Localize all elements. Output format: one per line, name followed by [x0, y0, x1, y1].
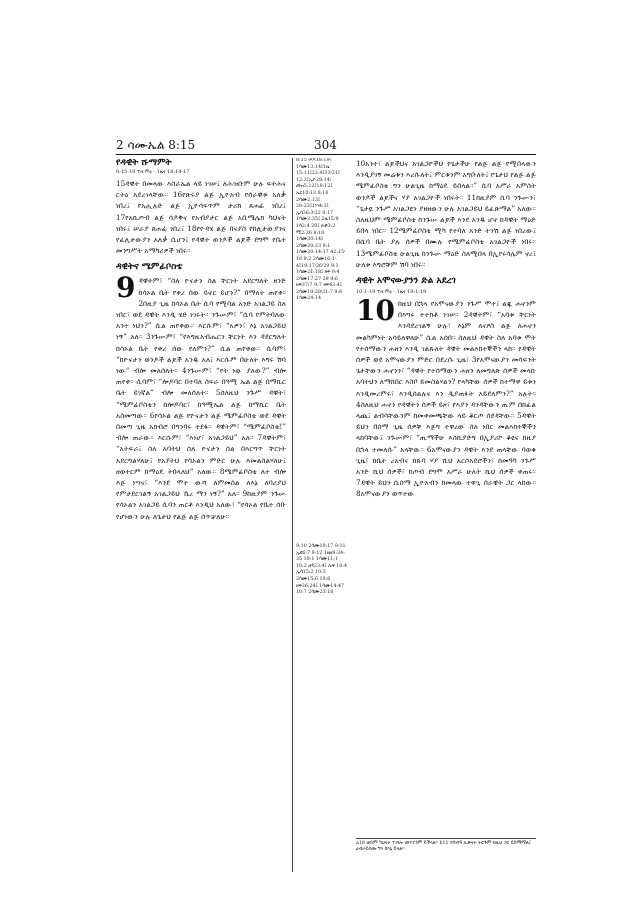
header-rule [116, 154, 536, 155]
section-parallel-ref-ammonites: 10:1-19 ተዛ ምዕ - 1ዜና 19:1-19 [356, 289, 427, 296]
verses-8-15-18: 15ዳዊት በመላው እስራኤል ላይ ነገሠ፤ ለሕዝቡም ሁሉ ፍትሕና ርትዕ አደረገላቸው። 16የጽሩያ ልጅ ኢዮአብ የሰራዊቱ አለቃ ነበረ፤ የአሒሉድ ልጅ ኢዮሳፍጥም ታሪክ ጸሐፊ ነበረ፤ 17የአኪጦብ ልጅ ሳዶቅና የአብያታር ልጅ አቢሜሌክ ካህናት ነበሩ፤ ሠራያ ጸሐፊ ነበረ፤ 18የዮዳሄ ልጅ በናያስ የከሊታውያንና የፈሊታውያን አለቃ ሲሆን፤ የዳዊት ወንዶች ልጆች ደግሞ የቤተ መንግሥት አማካሪዎች ነበሩ። [116, 179, 286, 256]
ref-spacer [296, 304, 348, 544]
right-text-column [356, 158, 536, 748]
section-heading-ammonites: ዳዊት አሞናውያንን ድል አደረገ [356, 276, 456, 287]
left-text-column [116, 158, 286, 748]
section-parallel-ref: 8:15-18 ተዛ ምዕ - 1ዜና 18:14-17 [116, 169, 190, 175]
verses-9-10-13: 10አንተ፣ ልጆችህና አገልጋዮችህ የጌታችሁ የልጅ ልጅ የሚበላውን እንዲያገኝ መሬቱን እረሱለት፤ ምርቱንም አግቡለት፤ የጌታህ የልጅ ልጅ ሜምፊቦስቴ ግን ሁልጊዜ ከማዕዴ ይበላል።” ሲባ አሥራ አምስት ወንዶች ልጆችና ሃያ አገልጋዮች ነበሩት። 11ከዚያም ሲባ ንጉሡን፣ “ጌታዬ ንጉሥ አገልጋዩን ያዘዘውን ሁሉ አገልጋይህ ይፈጽማል” አለው። ስለዚህም ሜምፊቦስቴ ከንጉሡ ልጆች እንደ አንዱ ሆኖ ከዳዊት ማዕድ ይበላ ነበር። 12ሜምፊቦስቴ ሚካ የተባለ አንድ ትንሽ ልጅ ነበረው፤ በሲባ ቤት ያሉ ሰዎች በሙሉ የሜምፊቦስቴ አገልጋዮች ነበሩ። 13ሜምፊቦስቴ ሁልጊዜ ከንጉሡ ማዕድ ስለሚበላ በኢየሩሳሌም ኖረ፤ ሁለቱ እግሮቹም ሽባ ነበሩ። [356, 159, 536, 269]
page-number: 304 [314, 138, 337, 152]
running-head: 2 ሳሙኤል 8:15 [116, 138, 196, 152]
cross-reference-column [292, 158, 348, 872]
chapter-number-10: 10 [356, 294, 395, 328]
footnotes: a18 ወይም ካህናት ተብሎ መተርጎም ይችላል። b11 የሰብዓ ሊቃናት ትርጉም ከዚህ ጋር ይስማማል፤ ዕብራይስጡ ግን ከእኔ ይላል። [356, 838, 536, 871]
cross-refs-top: 8:15 ሠዶ18:19፣ 1ሳሙ13:14፤1ዜ 15:11፤22:4፤33፡31፤ 12:2፤ኢዮ29:14፣ መዝ5:12፤19:12፤ ኤር10:13 8:16 2ሳሙ2:13፤ 20:23፤1ነገ4:3፤ ኢሳ36:3፡22 8:17 1ሳሙ2:35፤ 2ዜ15:9 1ሳ2:4 29፤ ሉቃ3:2 ሚ2:26 8:18 1ሳሙ30:14፤ 2ሳሙ20:23 9:1 1ሳሙ20:14-17 42:15፡18 9:2 2ሳሙ16:1-4፤19:17፡26፡29 9:3 1ሳሙ21:18፤ ዘፍ 9:4 2ሳሙ17:27-29 9:6 ዘፍ37:7 9:7 ዘፍ43:4፤ 2ሳሙ19:28፡21:7 9:8 1ሳሙ24:14 [296, 158, 346, 302]
section-heading-officials: የዳዊት ሹማምት [116, 158, 172, 168]
chapter-number-9: 9 [116, 271, 136, 305]
section-heading-mephibosheth: ዳዊትና ሜምፊቦስቴ [116, 262, 183, 273]
verses-9-1-9: ዳዊትም፣ “ስለ ዮናታን ስል ቸርነት አደርግለት ዘንድ ከሳኦል ቤት የቀረ ሰው ይኖር ይሆን?” በማለት ጠየቀ። 2በዚያ ጊዜ ከሳኦል ቤት ሲባ የሚባል አንድ አገልጋይ ስለ ነበር፣ ወደ ዳዊት እንዲ ሄድ ነገሩት። ንጉሡም፣ “ሲባ የምትባለው አንተ ነህን?” ሲል ጠየቀው። እርሱም፣ “አዎን፣ እኔ አገልጋይህ ነኝ” አለ። 3ንጉሡም፣ “የእግዚአብሔርን ቸርነት እን ዳደርግለት ከሳኦል ቤት የቀረ ሰው የለምን?” ሲል ጠየቀው። ሲባም፣ “ከዮናታን ወንዶች ልጆች አንዱ አለ፤ እርሱም በሁለት እግሩ ሽባ ነው” ብሎ መለሰለት። 4ንጉሡም፣ “የት ነው ያለው?” ብሎ ጠየቀ። ሲባም፣ “ሎዶባር በተባለ ስፍራ በዓሚ ኤል ልጅ በማኪር ቤት ይገኛል” ብሎ መለሰለት። 5ስለዚህ ንጉሥ ዳዊት፣ “ሜምፊቦስቴን ከሎዶባር፣ ከዓሚኤል ልጅ ከማኪር ቤት አስመጣው። 6የሳኦል ልጅ የዮናታን ልጅ ሜምፊቦስቴ ወደ ዳዊት በመጣ ጊዜ አክብሮ በግንባሩ ተደፋ። ዳዊትም፣ “ሜምፊቦስቴ!” ብሎ ጠራው። እርሱም፣ “እነሆ፣ አገልጋይህ” አለ። 7ዳዊትም፣ “አትፍራ፤ ስለ አባትህ ስለ ዮናታን ስል በእርግጥ ቸርነት አደርግልሃለሁ፤ የአያትህ የሳኦልን ምድር ሁሉ እመልስልሃለሁ፤ ዘወትርም ከማዕዴ ትበላለህ” አለው። 8ሜምፊቦስቴ ለተ ብሎ እጅ ነሣና፣ “እንደ ሞተ ውሻ ለምመስል ለእኔ ለባሪያህ የምታደርገልኝ አገልጋይህ ኼረ ማን ነኝ?” አለ። 9ከዚያም ንጉሡ የሳኦልን አገልጋይ ሲባን ጠርቶ እንዲህ አለው፣ “የሳኦል የቤተ ሰቡ የሆነውን ሁሉ ለጌታህ የልጅ ልጅ ሰጥቻለሁ። [116, 276, 286, 521]
verses-10-1-8: ከዚህ በኋላ የአሞናውያን ንጉሥ ሞተ፤ ልጁ ሐኖንም በእግሩ ተተክቶ ነገሠ። 2ዳዊትም፣ “አባቱ ቸርነት እንዳደረገልኝ ሁሉ፣ እኔም ለናዖስ ልጅ ለሐኖን መልካምነት አሳይለዋለሁ” ሲል አሰበ። ስለዚህ ዳዊት ስለ አባቱ ሞት የተሰማውን ሐዘን እንዲ ገልጹለት ዳዊት መልእክተኞችን ላከ። የዳዊት ሰዎች ወደ አሞናውያን ምድር በደረሱ ጊዜ፣ 3የአሞናውያን መሳፍንት ጌታቸውን ሐኖንን፣ “ዳዊት የተሰማውን ሐዘን ለመግለጽ ሰዎች መላኩ አባትህን ለማክበር እስቦ ይመስልሃልን? የላካቸው ሰዎች ከተማዋ ይቱን እንዲመረምሩ፣ እንዲሰልሉና እን ዲያጠፉት አይደለምን?” አሉት። 4ስለዚህ ሐኖን የዳዊትን ሰዎች ይዞ፣ የእያን ዳንዳቸውን ጢም በከፊል ላጨ፤ ልብሳቸውንም ከመቀመጫቸው ላይ ቆርጦ ሰደዳቸው። 5ዳዊት ይህን በሰማ ጊዜ ሰዎቹ እጅግ ተዋረው ስለ ነበር መልእክተኞችን ላከባቸው፤ ንጉሡም፣ “ጢማችሁ እስኪያድግ በኢያሪኮ ቆዩና ከዚያ በኋላ ተመለሱ” አላቸው። 6አሞናውያን ዳዊት እንደ ጠላቸው ባወቁ ጊዜ፣ ከቤት ረአብና ከጹባ ሃያ ሺህ አርሶአደሮችን፣ ከመዓካ ንጉሥ አንድ ሺህ ሰዎች፣ ከጦብ ደግሞ አሥራ ሁለት ሺህ ሰዎች ቀጠሩ። 7ዳዊት ይህን ሲሰማ ኢዮአብን ከመላው ተዋጊ ሰራዊት ጋር ላከው። 8አሞናውያን ወጥተው [356, 299, 536, 499]
cross-refs-bottom: 9:10 2ሳሙ19:17 9:11 ኢዩ6:7 9:12 1ዜና8:34-35 10:1 1ሳሙ11:1 10:2 ዘዳ23:4፤ ሊቀ 10:4 ኢሳ15:2 10:5 2ሳሙ15:6 10:6 ዘፍ36:24፤ 1ሳሙ14:47 10:7 2ሳሙ23:18 [296, 544, 348, 596]
page-header [116, 138, 536, 152]
